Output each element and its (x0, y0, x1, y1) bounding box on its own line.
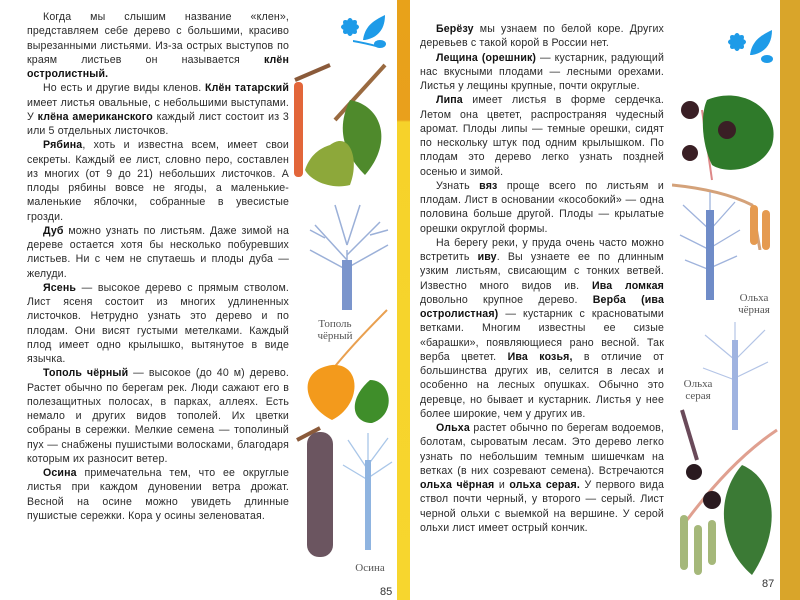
aspen-tree-illustration (340, 430, 395, 550)
left-page (0, 0, 397, 600)
left-text-column (27, 10, 289, 523)
page-number: 85 (380, 586, 393, 598)
term-highlight: Осина (43, 467, 77, 479)
term-highlight: Дуб (43, 224, 64, 237)
right-page (410, 0, 780, 600)
paragraph (27, 281, 289, 367)
paragraph (27, 224, 289, 281)
text-run: имеет листья овальные, с небольшими выступами. У (27, 96, 289, 123)
poplar-branch-illustration (290, 60, 395, 200)
paragraph (27, 10, 289, 81)
text-run: довольно крупное дерево. (420, 293, 593, 306)
text-run: — высокое (до 40 м) дерево. Растет обычно по берегам рек. Люди сажают его в полезащитных полосах, в парках, аллеях. Есть немало и других видов тополей. Их цветки собраны в сережки. Мелкие семена — тополиный пух — снабжены пушистыми волосками, благодаря которым их разносит ветер. (27, 367, 290, 465)
term-highlight: Клён татарский (205, 82, 289, 95)
caption-black-alder: Ольха чёрная (738, 292, 770, 316)
paragraph (420, 179, 664, 236)
text-run: — кустарник, радующий нас вкусными плодами — лесными орехами. Листья у лещины крупные, почти округлые. (420, 51, 665, 92)
text-run: можно узнать по листьям. Даже зимой на дереве остается хотя бы несколько побуревших листьев. Ни с чем не спутаешь и плоды дуба — желуди. (27, 224, 289, 280)
text-run: Когда мы слышим название «клен», представляем себе дерево с большими, красиво вырезанными листьями. Из-за острых выступов по краям листьев он называется (27, 11, 289, 66)
text-run: в отличие от большинства других ив, селится в лесах и особенно на лесных опушках. Обычно это деревце, но бывает и кустарник. Листья у нее более широкие, чем у других ив. (420, 350, 665, 420)
term-highlight: Лещина (орешник) (436, 51, 537, 64)
text-run: У первого вида ствол почти черный, у второго — серый. Лист черной ольхи с выемкой на вершине. У серой ольхи лист имеет острый кончик. (420, 479, 664, 534)
poplar-tree-illustration (300, 200, 395, 310)
book-edge (780, 0, 800, 600)
text-run: На берегу реки, у пруда очень часто можно встретить (420, 236, 664, 263)
page-number: 87 (762, 578, 775, 590)
paragraph (420, 51, 664, 94)
paragraph (420, 93, 664, 179)
text-run: каждый лист состоит из 3 или 5 отдельных листочков. (27, 110, 289, 137)
book-gutter (397, 0, 410, 600)
text-run: Узнать (436, 179, 480, 192)
text-run: — кустарник с красноватыми ветками. Многим известны ее сизые «барашки», появляющиеся рано весной. Так верба цветет. (420, 308, 664, 363)
term-highlight: Верба (ива остролистная) (420, 293, 664, 320)
term-highlight: иву (477, 251, 497, 263)
term-highlight: Ясень (43, 281, 77, 294)
caption-aspen: Осина (355, 562, 385, 574)
term-highlight: вяз (479, 179, 498, 192)
term-highlight: Ольха (436, 422, 470, 434)
caption-grey-alder: Ольха серая (683, 378, 713, 402)
aspen-leaves-illustration (292, 305, 397, 430)
term-highlight: Ива ломкая (591, 279, 664, 292)
caption-poplar: Тополь чёрный (317, 318, 353, 342)
grey-alder-branch-illustration (672, 400, 782, 580)
term-highlight: клён остролистный. (27, 53, 289, 80)
term-highlight: Рябина (43, 139, 83, 152)
term-highlight: Липа (436, 94, 463, 107)
text-run: — высокое дерево с прямым стволом. Лист ясеня состоит из многих удлиненных листочков. Нетрудно узнать это дерево и по плодам. Они висят густыми метелками. Каждый плод имеет одно крылышко, вытянутое в виде язычка. (27, 281, 289, 365)
text-run: примечательна тем, что ее округлые листья при каждом дуновении ветра дрожат. Весной на осине можно увидеть длинные пушистые сережки. Кора у осины зеленоватая. (27, 467, 289, 522)
text-run: , хоть и известна всем, имеет свои секреты. Каждый ее лист, словно перо, составлен из многих (от 9 до 21) небольших листочков. А плоды рябины вовсе не ягоды, а маленькие-маленькие яблочки, собранные в увесистые грозди. (27, 139, 289, 223)
text-run: проще всего по листьям и плодам. Лист в основании «кособокий» — одна половина больше другой. Плоды — крылатые орешки округлой формы. (420, 179, 664, 235)
paragraph (27, 81, 289, 138)
flower-leaf-emblem-icon (722, 25, 777, 65)
paragraph (27, 138, 289, 224)
black-alder-tree-illustration (675, 190, 745, 300)
term-highlight: ольха серая. (509, 479, 580, 491)
text-run: имеет листья в форме сердечка. Летом она цветет, распространяя чудесный аромат. Плоды липы — темные орешки, сидят по нескольку штук под одним крылышком. По плодам это дерево легко узнать поздней осенью и зимой. (420, 94, 664, 178)
right-text-column (420, 22, 664, 535)
paragraph (420, 22, 664, 51)
paragraph (420, 421, 664, 535)
flower-leaf-emblem-icon (335, 10, 390, 50)
text-run: Но есть и другие виды кленов. (43, 82, 206, 95)
paragraph (27, 366, 289, 466)
term-highlight: клёна американского (37, 110, 153, 123)
aspen-catkin-illustration (295, 420, 345, 560)
term-highlight: Ива козья, (507, 350, 573, 363)
paragraph (420, 236, 664, 421)
paragraph (27, 466, 289, 523)
text-run: мы узнаем по белой коре. Других деревьев с такой корой в России нет. (420, 23, 664, 50)
term-highlight: Тополь чёрный (43, 367, 129, 380)
term-highlight: Берёзу (436, 23, 474, 35)
text-run: и (494, 479, 510, 491)
text-run: . Вы узнаете ее по длинным узким листьям, свисающим с тонких ветвей. Известно много видов ив. (420, 251, 664, 292)
text-run: растет обычно по берегам водоемов, болотам, сыроватым лесам. Это дерево легко узнать по небольшим темным шишечкам на ветках (в них созревают семена). Встречаются (420, 422, 664, 477)
term-highlight: ольха чёрная (420, 479, 495, 491)
